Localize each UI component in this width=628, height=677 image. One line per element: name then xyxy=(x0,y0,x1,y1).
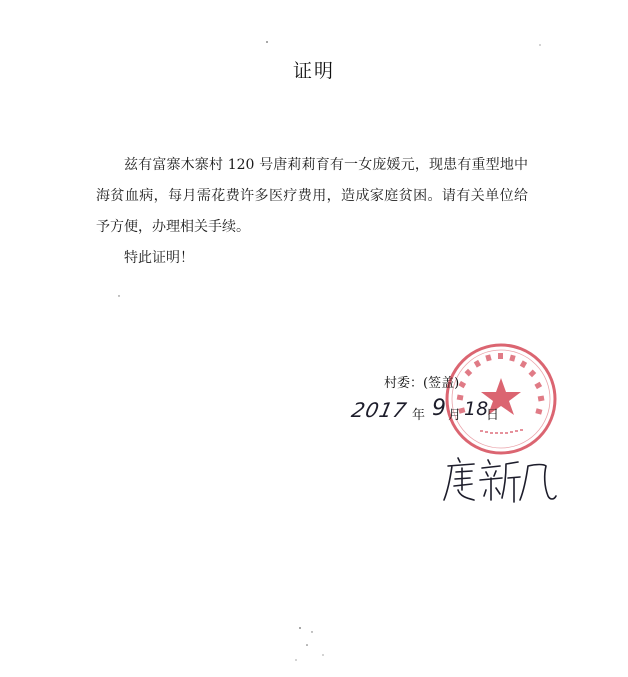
handwritten-signature xyxy=(440,450,560,506)
day-unit: 日 xyxy=(486,408,500,423)
handwritten-month: 9 xyxy=(432,396,446,421)
handwritten-day: 18 xyxy=(464,398,489,420)
month-unit: 月 xyxy=(448,408,462,423)
body-paragraph: 兹有富寨木寨村 120 号唐莉莉育有一女庞媛元，现患有重型地中海贫血病，每月需花费许多医疗费用，造成家庭贫困。请有关单位给予方便，办理相关手续。 xyxy=(96,157,528,235)
closing-line: 特此证明！ xyxy=(124,250,194,266)
date-line xyxy=(349,396,512,432)
signoff-label: 村委：(签盖) xyxy=(384,376,460,391)
document-title: 证明 xyxy=(292,60,335,82)
handwritten-year: 2017 xyxy=(349,398,410,422)
document-body xyxy=(96,150,528,274)
year-unit: 年 xyxy=(412,408,426,423)
